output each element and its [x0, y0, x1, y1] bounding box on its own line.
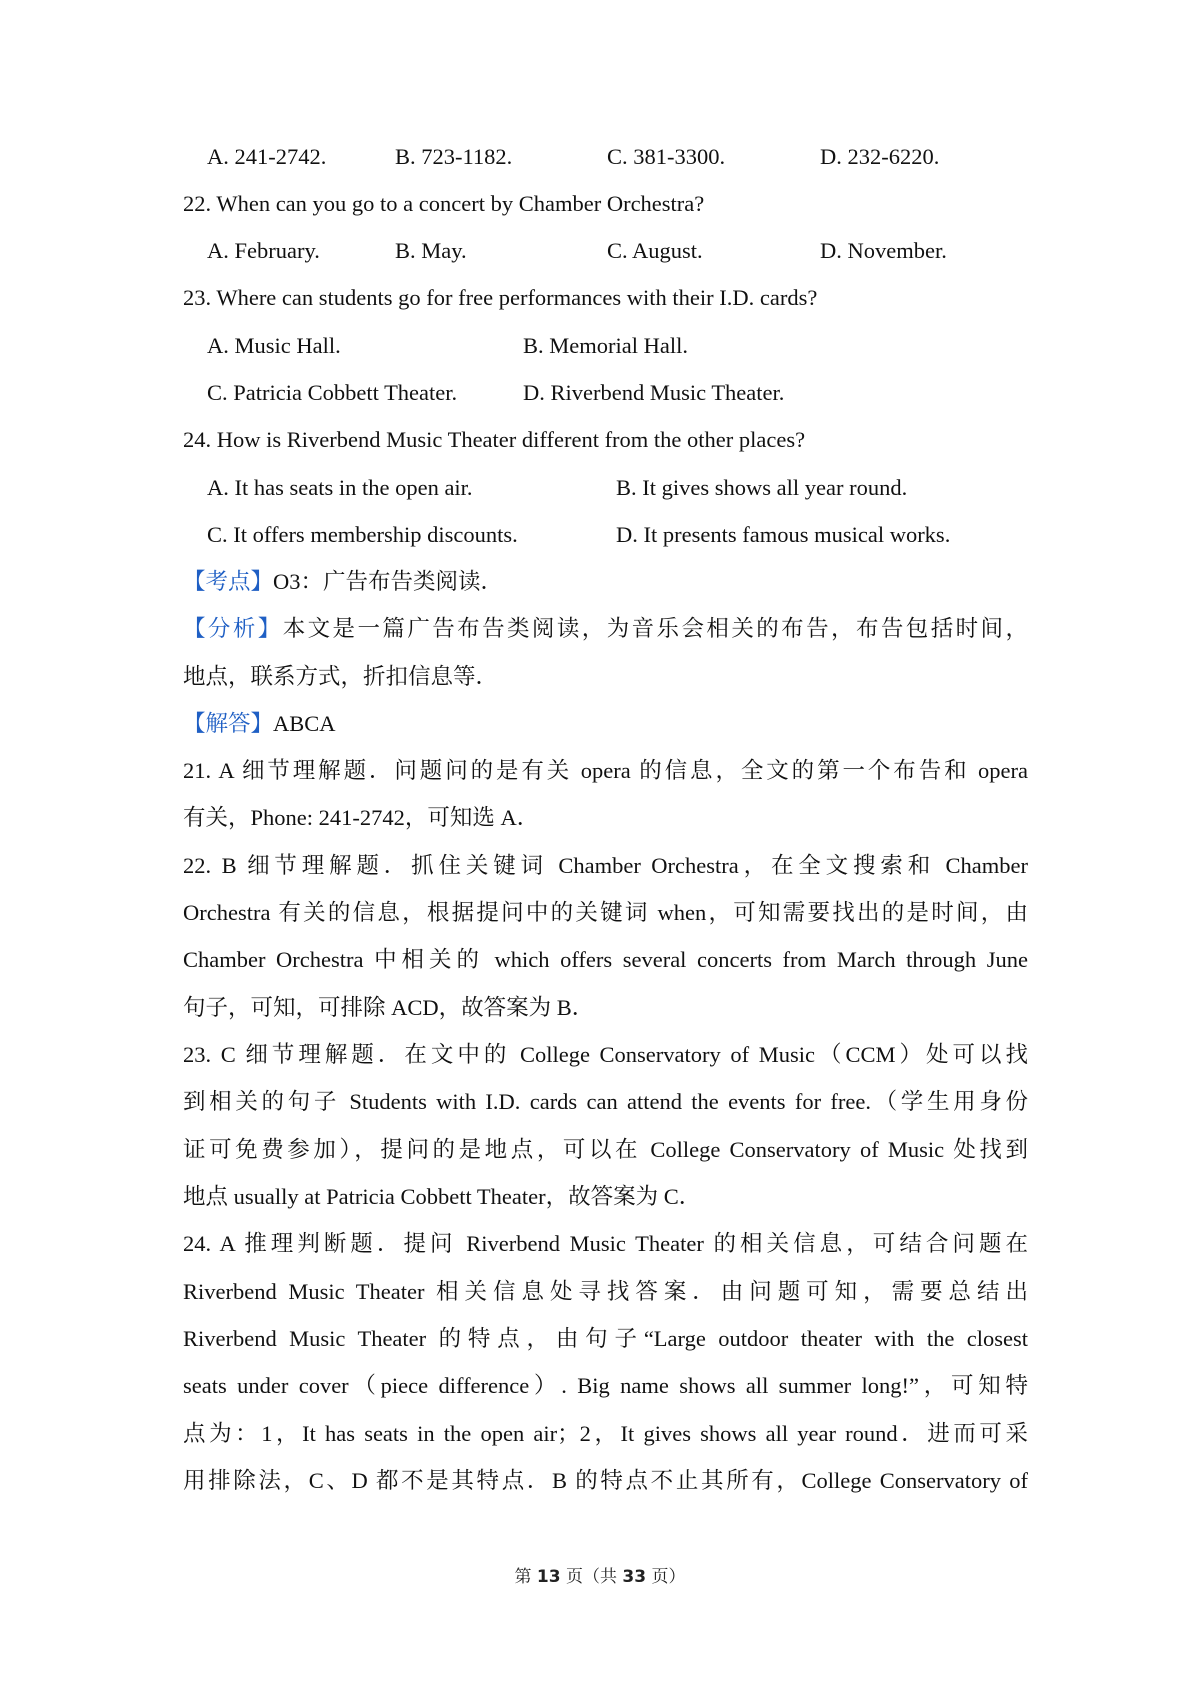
explanation-line: 22. B 细节理解题．抓住关键词 Chamber Orchestra，在全文搜索和 Chamber	[183, 853, 1028, 878]
q24-option-d: D. It presents famous musical works.	[616, 522, 951, 547]
explanation-line: 证可免费参加），提问的是地点，可以在 College Conservatory of Music 处找到	[183, 1137, 1028, 1162]
footer-prefix: 第	[514, 1567, 537, 1587]
kaodian-line	[183, 567, 503, 597]
q24-stem: 24. How is Riverbend Music Theater different from the other places?	[183, 427, 806, 452]
q23-option-c: C. Patricia Cobbett Theater.	[207, 380, 458, 405]
q22-stem: 22. When can you go to a concert by Chamber Orchestra?	[183, 191, 705, 216]
jieda-tag: 【解答】	[183, 711, 274, 736]
explanation-line: 24. A 推理判断题．提问 Riverbend Music Theater 的相关信息，可结合问题在	[183, 1231, 1028, 1256]
page-footer	[0, 1562, 1200, 1587]
q21-option-c: C. 381-3300.	[607, 144, 726, 169]
jieda-line	[183, 709, 336, 739]
q24-option-a: A. It has seats in the open air.	[207, 475, 473, 500]
q21-option-b: B. 723-1182.	[395, 144, 513, 169]
fenxi-line-1	[183, 614, 1028, 644]
explanation-line: Riverbend Music Theater 相关信息处寻找答案．由问题可知，需要总结出	[183, 1279, 1028, 1304]
footer-suffix: 页）	[646, 1567, 686, 1587]
explanation-line: 用排除法，C、D 都不是其特点．B 的特点不止其所有，College Conservatory of	[183, 1468, 1028, 1493]
q21-option-d: D. 232-6220.	[820, 144, 940, 169]
explanation-line: 到相关的句子 Students with I.D. cards can attend the events for free.（学生用身份	[183, 1089, 1028, 1114]
explanation-line: 句子，可知，可排除 ACD，故答案为 B．	[183, 995, 595, 1020]
fenxi-tag: 【分析】	[183, 616, 283, 641]
jieda-text: ABCA	[273, 711, 336, 736]
q23-stem: 23. Where can students go for free performances with their I.D. cards?	[183, 285, 818, 310]
kaodian-text: O3：广告布告类阅读．	[273, 569, 504, 594]
footer-total-pages: 33	[622, 1567, 647, 1587]
explanation-line: Orchestra 有关的信息，根据提问中的关键词 when，可知需要找出的是时间，由	[183, 900, 1028, 925]
q22-option-b: B. May.	[395, 238, 467, 263]
q22-option-d: D. November.	[820, 238, 947, 263]
explanation-line: Chamber Orchestra 中相关的 which offers several concerts from March through June	[183, 947, 1028, 972]
q22-option-a: A. February.	[207, 238, 320, 263]
explanation-line: 有关，Phone: 241-2742，可知选 A．	[183, 805, 540, 830]
explanation-line: 21. A 细节理解题．问题问的是有关 opera 的信息，全文的第一个布告和 opera	[183, 758, 1028, 783]
q23-option-a: A. Music Hall.	[207, 333, 341, 358]
explanation-line: 地点 usually at Patricia Cobbett Theater，故答案为 C．	[183, 1184, 702, 1209]
explanation-line: 点为：1，It has seats in the open air；2，It gives shows all year round．进而可采	[183, 1421, 1028, 1446]
explanation-line: 23. C 细节理解题．在文中的 College Conservatory of Music（CCM）处可以找	[183, 1042, 1028, 1067]
footer-page-number: 13	[536, 1567, 561, 1587]
fenxi-text-1: 本文是一篇广告布告类阅读，为音乐会相关的布告，布告包括时间，	[282, 616, 1028, 641]
explanation-line: Riverbend Music Theater 的特点，由句子“Large outdoor theater with the closest	[183, 1326, 1028, 1351]
q23-option-b: B. Memorial Hall.	[523, 333, 688, 358]
q22-option-c: C. August.	[607, 238, 703, 263]
q23-option-d: D. Riverbend Music Theater.	[523, 380, 785, 405]
explanation-line: seats under cover（piece difference）. Big name shows all summer long!”，可知特	[183, 1373, 1028, 1398]
q24-option-b: B. It gives shows all year round.	[616, 475, 908, 500]
kaodian-tag: 【考点】	[183, 569, 274, 594]
q21-option-a: A. 241-2742.	[207, 144, 327, 169]
footer-middle: 页（共	[560, 1567, 623, 1587]
fenxi-line-2: 地点，联系方式，折扣信息等．	[183, 664, 499, 689]
q24-option-c: C. It offers membership discounts.	[207, 522, 518, 547]
